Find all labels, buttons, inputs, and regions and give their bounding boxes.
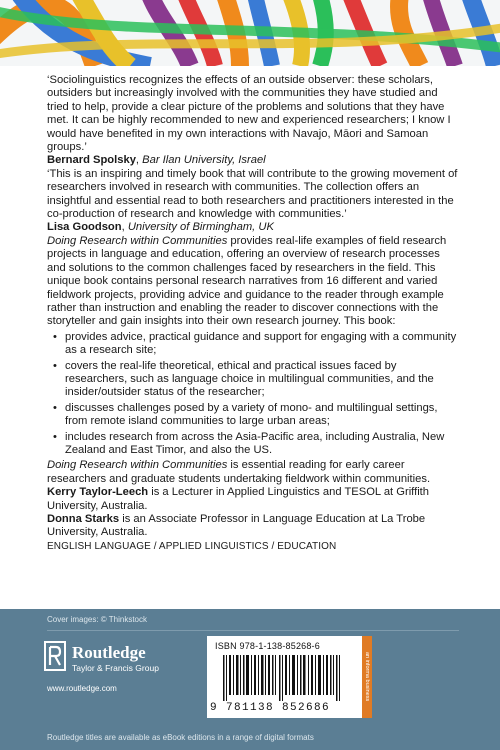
book-title: Doing Research within Communities <box>47 234 228 247</box>
list-item: • includes research from across the Asia-Pacific area, including Australia, New Zealand and East Timor, and also the US. <box>53 430 445 456</box>
reviewer-name: Lisa Goodson <box>47 221 122 234</box>
informa-strip-text: an informa business <box>364 652 370 702</box>
list-item: • covers the real-life theoretical, ethical and practical issues faced by researchers, such as language choice in multilingual communities, and the insider/outsider status of the researcher; <box>53 359 434 399</box>
cover-art-strip <box>0 0 500 66</box>
routledge-logo-icon <box>44 641 66 671</box>
description-body: provides real-life examples of field research projects in language and education, offering an overview of research processes and solutions to the common challenges faced by researchers in the field. This unique book contains personal research narratives from 16 different and varied fieldwork projects, providing advice and guidance to the reader through example rather than instruction and enabling the reader to discover connections with the storyteller and gain insights into their own research journey. This book: <box>47 234 447 328</box>
closing-body: is essential reading for early career researchers and graduate students undertaking fieldwork within communities. <box>47 459 431 485</box>
reviewer-affiliation: Bar Ilan University, Israel <box>142 154 266 167</box>
list-item: • provides advice, practical guidance and support for engaging with a community as a research site; <box>53 330 457 357</box>
author-name: Donna Starks <box>47 513 120 525</box>
isbn: ISBN 978-1-138-85268-6 <box>215 641 320 651</box>
publisher-url: www.routledge.com <box>47 684 117 693</box>
reviewer-affiliation: University of Birmingham, UK <box>127 221 274 234</box>
barcode-number: 9 781138 852686 <box>210 702 331 714</box>
barcode-icon <box>213 655 356 701</box>
feature-list <box>47 331 459 458</box>
list-item: • discusses challenges posed by a variety of mono- and multilingual settings, from remote island communities to large urban areas; <box>53 401 438 428</box>
back-cover-text <box>47 74 459 553</box>
book-description <box>47 235 459 329</box>
list-item-text: covers the real-life theoretical, ethical and practical issues faced by researchers, such as language choice in multilingual communities, and the insider/outsider status of the researcher; <box>65 359 434 399</box>
list-item-text: includes research from across the Asia-Pacific area, including Australia, New Zealand and East Timor, and also the US. <box>65 430 445 456</box>
review-attribution-1: Bernard Spolsky, Bar Ilan University, Israel <box>47 154 266 167</box>
review-quote-1: ‘Sociolinguistics recognizes the effects of an outside observer: these scholars, outsiders but increasingly involved with the communities they have studied and tried to help, provide a clear picture of the problems and solutions that they have met. It can be highly recommended to new and experienced researchers; I know I would have benefited in my own interactions with Navajo, Māori and Samoan groups.’ <box>47 74 451 154</box>
author-name: Kerry Taylor-Leech <box>47 486 149 499</box>
review-attribution-2: Lisa Goodson, University of Birmingham, UK <box>47 221 274 234</box>
list-item-text: provides advice, practical guidance and support for engaging with a community as a research site; <box>65 330 457 357</box>
colored-tubes-image <box>0 0 500 66</box>
barcode-panel <box>207 636 362 718</box>
closing-paragraph <box>47 459 459 486</box>
review-quote-2: ‘This is an inspiring and timely book that will contribute to the growing movement of researchers involved in research with communities. The collection offers an insightful and essential read to both researchers and practitioners interested in the co-production of research and knowledge with communities.’ <box>47 167 458 221</box>
divider <box>47 630 459 631</box>
ebook-note: Routledge titles are available as eBook editions in a range of digital formats <box>47 733 314 742</box>
book-title: Doing Research within Communities <box>47 459 228 472</box>
author-bio-text: is a Lecturer in Applied Linguistics and TESOL at Griffith University, Australia. <box>47 486 430 512</box>
cover-credit: Cover images: © Thinkstock <box>47 615 148 624</box>
footer-band <box>0 609 500 750</box>
list-item-text: discusses challenges posed by a variety of mono- and multilingual settings, from remote island communities to large urban areas; <box>65 401 438 428</box>
reviewer-name: Bernard Spolsky <box>47 154 136 167</box>
subject-category: ENGLISH LANGUAGE / APPLIED LINGUISTICS / EDUCATION <box>47 540 337 552</box>
author-bio-text: is an Associate Professor in Language Education at La Trobe University, Australia. <box>47 513 426 539</box>
publisher-name: Routledge <box>72 643 146 662</box>
author-bio-2 <box>47 513 459 540</box>
publisher-group: Taylor & Francis Group <box>72 663 159 673</box>
author-bio-1 <box>47 486 459 513</box>
